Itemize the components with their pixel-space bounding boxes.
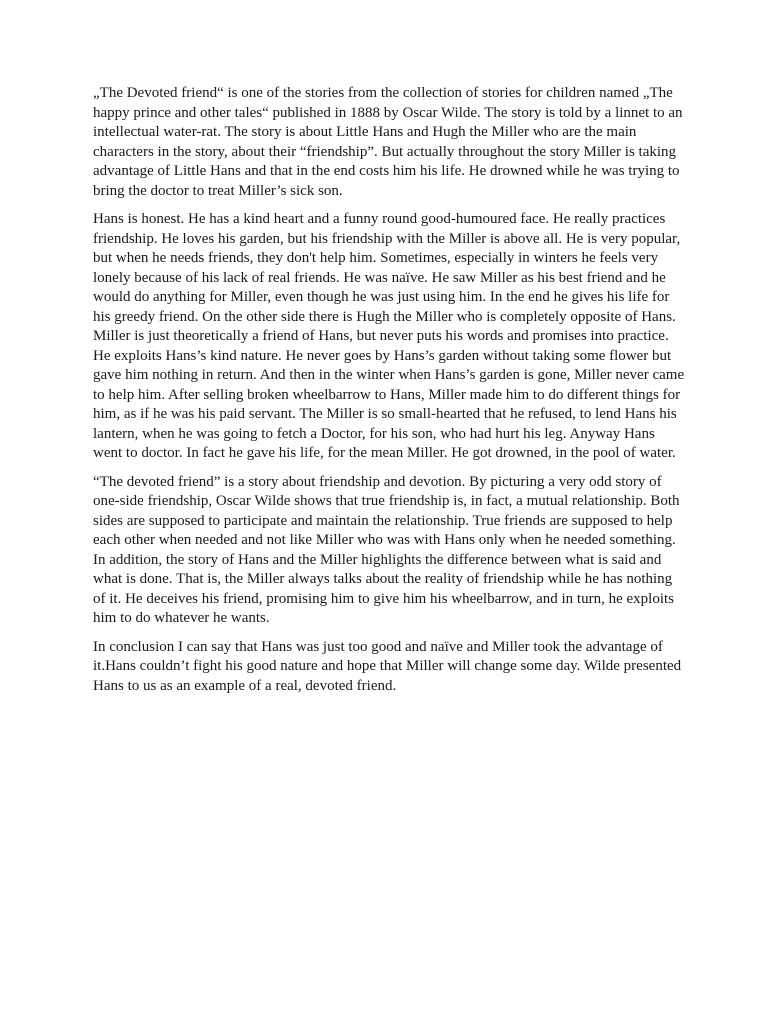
essay-body	[93, 84, 685, 696]
paragraph-introduction: „The Devoted friend“ is one of the stories from the collection of stories for children named „The happy prince and other tales“ published in 1888 by Oscar Wilde. The story is told by a linnet to an intellectual water-rat. The story is about Little Hans and Hugh the Miller who are the main characters in the story, about their “friendship”. But actually throughout the story Miller is taking advantage of Little Hans and that in the end costs him his life. He drowned while he was trying to bring the doctor to treat Miller’s sick son.	[93, 85, 683, 199]
paragraph-conclusion: In conclusion I can say that Hans was just too good and naïve and Miller took the advantage of it.Hans couldn’t fight his good nature and hope that Miller will change some day. Wilde presented Hans to us as an example of a real, devoted friend.	[93, 638, 682, 694]
paragraph-theme: “The devoted friend” is a story about friendship and devotion. By picturing a very odd story of one-side friendship, Oscar Wilde shows that true friendship is, in fact, a mutual relationship. Both sides are supposed to participate and maintain the relationship. True friends are supposed to help each other when needed and not like Miller who was with Hans only when he needed something. In addition, the story of Hans and the Miller highlights the difference between what is said and what is done. That is, the Miller always talks about the reality of friendship while he has nothing of it. He deceives his friend, promising him to give him his wheelbarrow, and in turn, he exploits him to do whatever he wants.	[93, 473, 680, 626]
paragraph-characters: Hans is honest. He has a kind heart and a funny round good-humoured face. He really practices friendship. He loves his garden, but his friendship with the Miller is above all. He is very popular, but when he needs friends, they don't help him. Sometimes, especially in winters he feels very lonely because of his lack of real friends. He was naïve. He saw Miller as his best friend and he would do anything for Miller, even though he was just using him. In the end he gives his life for his greedy friend. On the other side there is Hugh the Miller who is completely opposite of Hans. Miller is just theoretically a friend of Hans, but never puts his words and promises into practice. He exploits Hans’s kind nature. He never goes by Hans’s garden without taking some flower but gave him nothing in return. And then in the winter when Hans’s garden is gone, Miller never came to help him. After selling broken wheelbarrow to Hans, Miller made him to do different things for him, as if he was his paid servant. The Miller is so small-hearted that he refused, to lend Hans his lantern, when he was going to fetch a Doctor, for his son, who had hurt his leg. Anyway Hans went to doctor. In fact he gave his life, for the mean Miller. He got drowned, in the pool of water.	[93, 211, 685, 461]
